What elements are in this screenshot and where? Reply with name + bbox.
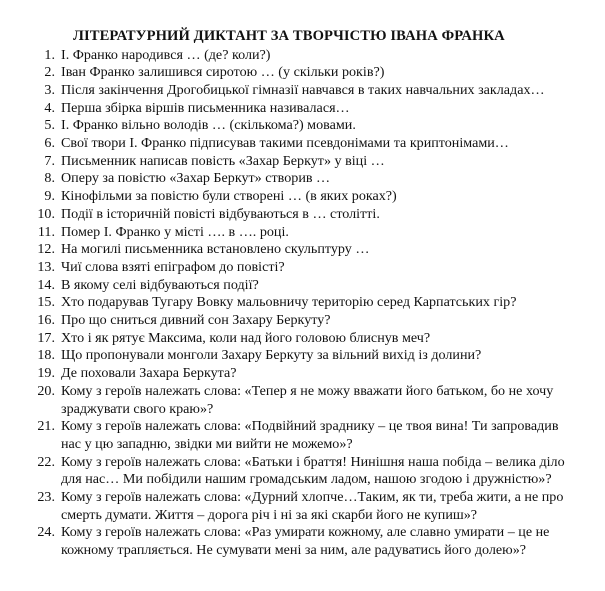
question-number: 2. <box>44 64 55 81</box>
question-text: Оперу за повістю «Захар Беркут» створив … <box>61 170 331 187</box>
question-item <box>35 365 583 383</box>
question-text: Помер І. Франко у місті …. в …. році. <box>61 223 289 240</box>
question-text: Де поховали Захара Беркута? <box>61 365 237 382</box>
question-item <box>35 188 583 206</box>
question-text: Письменник написав повість «Захар Беркут» у віці … <box>61 152 385 169</box>
question-number: 3. <box>44 81 55 98</box>
question-item <box>35 206 583 224</box>
question-number: 19. <box>37 365 55 382</box>
document-title: ЛІТЕРАТУРНИЙ ДИКТАНТ ЗА ТВОРЧІСТЮ ІВАНА ФРАНКА <box>73 28 505 44</box>
question-item <box>35 82 583 100</box>
question-text: Хто подарував Тугару Вовку мальовничу територію серед Карпатських гір? <box>61 294 517 311</box>
question-text: Після закінчення Дрогобицької гімназії навчався в таких навчальних закладах… <box>61 81 545 98</box>
question-text: Хто і як рятує Максима, коли над його головою блиснув меч? <box>61 329 431 346</box>
question-item <box>35 524 583 559</box>
question-text: В якому селі відбуваються події? <box>61 276 259 293</box>
question-number: 18. <box>37 347 55 364</box>
question-item <box>35 47 583 65</box>
question-item <box>35 117 583 135</box>
question-number: 12. <box>37 241 55 258</box>
question-item <box>35 454 583 489</box>
question-item <box>35 418 583 453</box>
question-text: На могилі письменника встановлено скульптуру … <box>61 241 370 258</box>
question-number: 6. <box>44 135 55 152</box>
question-item <box>35 170 583 188</box>
question-item <box>35 347 583 365</box>
question-number: 23. <box>37 489 55 506</box>
question-number: 24. <box>37 524 55 541</box>
question-number: 5. <box>44 117 55 134</box>
question-text: Кому з героїв належать слова: «Подвійний зраднику – це твоя вина! Ти запровадив нас у цю западню, звідки ми вийти не можемо»? <box>61 418 559 452</box>
question-number: 7. <box>44 152 55 169</box>
question-item <box>35 135 583 153</box>
question-item <box>35 100 583 118</box>
question-number: 13. <box>37 258 55 275</box>
question-item <box>35 224 583 242</box>
question-text: Чиї слова взяті епіграфом до повісті? <box>61 258 285 275</box>
question-item <box>35 294 583 312</box>
question-text: Іван Франко залишився сиротою … (у скільки років?) <box>61 64 385 81</box>
question-number: 21. <box>37 418 55 435</box>
question-number: 22. <box>37 453 55 470</box>
question-number: 11. <box>37 223 55 240</box>
question-text: Кому з героїв належать слова: «Дурний хлопче…Таким, як ти, треба жити, а не про смерть думати. Життя – дорога річ і ні за які скарби його не купиш»? <box>61 489 564 523</box>
question-item <box>35 383 583 418</box>
question-text: І. Франко вільно володів … (скількома?) мовами. <box>61 117 356 134</box>
question-item <box>35 153 583 171</box>
question-text: Свої твори І. Франко підписував такими псевдонімами та криптонімами… <box>61 135 509 152</box>
question-list <box>35 47 583 560</box>
question-text: Що пропонували монголи Захару Беркуту за вільний вихід із долини? <box>61 347 482 364</box>
question-text: І. Франко народився … (де? коли?) <box>61 46 271 63</box>
question-number: 10. <box>37 205 55 222</box>
question-item <box>35 259 583 277</box>
question-number: 1. <box>44 46 55 63</box>
question-number: 14. <box>37 276 55 293</box>
question-text: Події в історичній повісті відбуваються в … столітті. <box>61 205 380 222</box>
question-number: 9. <box>44 188 55 205</box>
question-item <box>35 312 583 330</box>
question-number: 20. <box>37 382 55 399</box>
question-text: Перша збірка віршів письменника називалася… <box>61 99 350 116</box>
question-number: 8. <box>44 170 55 187</box>
question-number: 15. <box>37 294 55 311</box>
question-text: Кінофільми за повістю були створені … (в яких роках?) <box>61 188 397 205</box>
question-text: Про що сниться дивний сон Захару Беркуту? <box>61 312 331 329</box>
question-item <box>35 489 583 524</box>
question-text: Кому з героїв належать слова: «Тепер я не можу вважати його батьком, бо не хочу зраджувати свого краю»? <box>61 382 554 417</box>
question-number: 17. <box>37 329 55 346</box>
question-item <box>35 330 583 348</box>
question-number: 16. <box>37 312 55 329</box>
question-item <box>35 64 583 82</box>
question-text: Кому з героїв належать слова: «Раз умирати кожному, але славно умирати – це не кожному трапляється. Не сумувати мені за ним, але радуватись його долею»? <box>61 524 550 559</box>
question-number: 4. <box>44 99 55 116</box>
question-item <box>35 241 583 259</box>
question-item <box>35 277 583 295</box>
question-text: Кому з героїв належать слова: «Батьки і браття! Нинішня наша побіда – велика діло для нас… Ми побідили нашим громадським ладом, нашою згодою і дружністю»? <box>61 453 565 488</box>
